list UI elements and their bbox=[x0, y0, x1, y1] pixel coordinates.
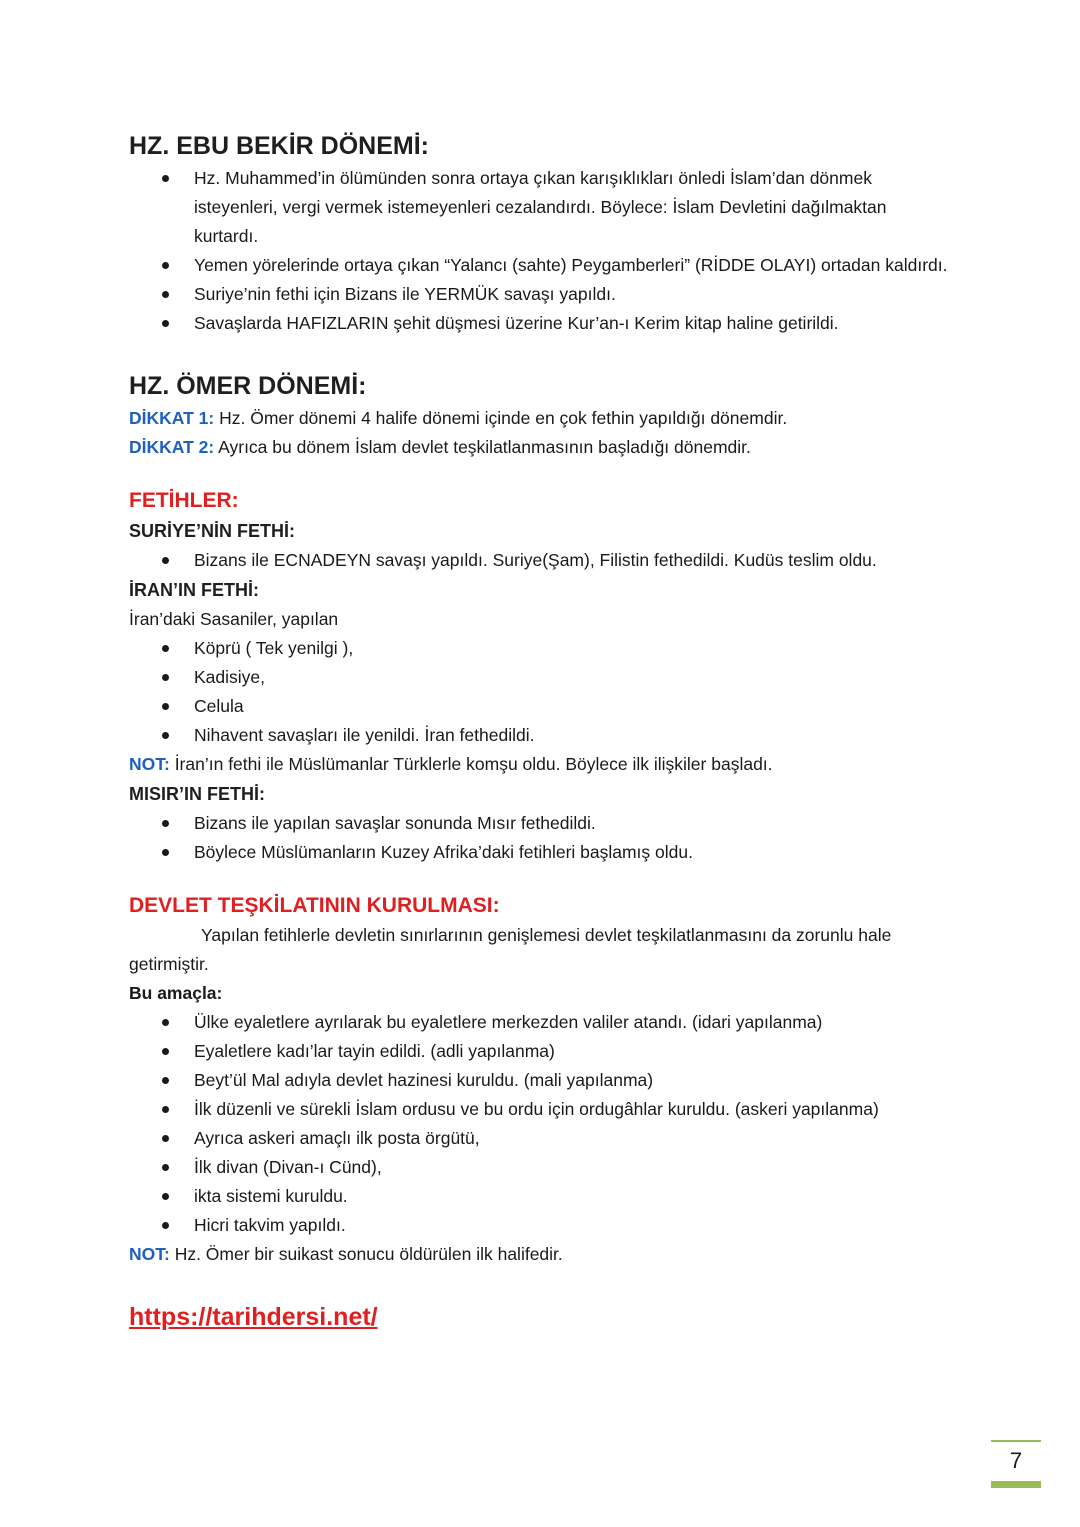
dikkat-2-label: DİKKAT 2: bbox=[129, 437, 215, 457]
list-item: Celula bbox=[129, 692, 949, 721]
list-item: Savaşlarda HAFIZLARIN şehit düşmesi üzerine Kur’an-ı Kerim kitap haline getirildi. bbox=[129, 309, 949, 338]
section-title-omer: HZ. ÖMER DÖNEMİ: bbox=[129, 372, 367, 400]
list-item: Hz. Muhammed’in ölümünden sonra ortaya çıkan karışıklıkları önledi İslam’dan dönmek isteyenleri, vergi vermek istemeyenleri cezalandırdı. Böylece: İslam Devletini dağılmaktan kurtardı. bbox=[129, 164, 949, 251]
page-number-accent-bar bbox=[991, 1481, 1041, 1488]
list-item: Bizans ile yapılan savaşlar sonunda Mısır fethedildi. bbox=[129, 809, 949, 838]
misir-list bbox=[129, 809, 949, 867]
dikkat-1-label: DİKKAT 1: bbox=[129, 408, 215, 428]
teskilat-note bbox=[129, 1240, 949, 1269]
list-item: Nihavent savaşları ile yenildi. İran fethedildi. bbox=[129, 721, 949, 750]
teskilat-note-label: NOT: bbox=[129, 1244, 170, 1264]
list-item: İlk divan (Divan-ı Cünd), bbox=[129, 1153, 949, 1182]
list-item: Beyt’ül Mal adıyla devlet hazinesi kuruldu. (mali yapılanma) bbox=[129, 1066, 949, 1095]
teskilat-note-text: Hz. Ömer bir suikast sonucu öldürülen ilk halifedir. bbox=[169, 1244, 563, 1264]
teskilat-amacla: Bu amaçla: bbox=[129, 983, 223, 1003]
iran-list bbox=[129, 634, 949, 750]
dikkat-1 bbox=[129, 404, 949, 433]
list-item: Ayrıca askeri amaçlı ilk posta örgütü, bbox=[129, 1124, 949, 1153]
dikkat-2 bbox=[129, 433, 949, 462]
suriye-list bbox=[129, 546, 949, 575]
page-number: 7 bbox=[1009, 1448, 1023, 1473]
ebu-bekir-list bbox=[129, 164, 949, 338]
teskilat-intro: Yapılan fetihlerle devletin sınırlarının genişlemesi devlet teşkilatlanmasını da zorunlu hale getirmiştir. bbox=[129, 925, 892, 974]
subtitle-suriye: SURİYE’NİN FETHİ: bbox=[129, 521, 296, 541]
website-link[interactable]: https://tarihdersi.net/ bbox=[129, 1303, 378, 1331]
dikkat-2-text: Ayrıca bu dönem İslam devlet teşkilatlanmasının başladığı dönemdir. bbox=[214, 437, 751, 457]
iran-note-label: NOT: bbox=[129, 754, 170, 774]
section-title-fetihler: FETİHLER: bbox=[129, 489, 239, 512]
iran-note-text: İran’ın fethi ile Müslümanlar Türklerle komşu oldu. Böylece ilk ilişkiler başladı. bbox=[169, 754, 773, 774]
teskilat-list bbox=[129, 1008, 949, 1240]
list-item: Kadisiye, bbox=[129, 663, 949, 692]
list-item: ikta sistemi kuruldu. bbox=[129, 1182, 949, 1211]
list-item: Ülke eyaletlere ayrılarak bu eyaletlere merkezden valiler atandı. (idari yapılanma) bbox=[129, 1008, 949, 1037]
list-item: İlk düzenli ve sürekli İslam ordusu ve bu ordu için ordugâhlar kuruldu. (askeri yapılanma) bbox=[129, 1095, 949, 1124]
subtitle-iran: İRAN’IN FETHİ: bbox=[129, 580, 259, 600]
list-item: Yemen yörelerinde ortaya çıkan “Yalancı (sahte) Peygamberleri” (RİDDE OLAYI) ortadan kaldırdı. bbox=[129, 251, 949, 280]
iran-note bbox=[129, 750, 949, 779]
section-title-teskilat: DEVLET TEŞKİLATININ KURULMASI: bbox=[129, 894, 500, 917]
subtitle-misir: MISIR’IN FETHİ: bbox=[129, 784, 265, 804]
dikkat-1-text: Hz. Ömer dönemi 4 halife dönemi içinde en çok fethin yapıldığı dönemdir. bbox=[214, 408, 788, 428]
list-item: Böylece Müslümanların Kuzey Afrika’daki fetihleri başlamış oldu. bbox=[129, 838, 949, 867]
page-number-box bbox=[991, 1440, 1041, 1488]
list-item: Eyaletlere kadı’lar tayin edildi. (adli yapılanma) bbox=[129, 1037, 949, 1066]
document-page bbox=[129, 128, 949, 1335]
list-item: Hicri takvim yapıldı. bbox=[129, 1211, 949, 1240]
iran-intro: İran’daki Sasaniler, yapılan bbox=[129, 609, 339, 629]
list-item: Köprü ( Tek yenilgi ), bbox=[129, 634, 949, 663]
list-item: Bizans ile ECNADEYN savaşı yapıldı. Suriye(Şam), Filistin fethedildi. Kudüs teslim oldu. bbox=[129, 546, 949, 575]
list-item: Suriye’nin fethi için Bizans ile YERMÜK savaşı yapıldı. bbox=[129, 280, 949, 309]
section-title-ebu-bekir: HZ. EBU BEKİR DÖNEMİ: bbox=[129, 132, 429, 160]
